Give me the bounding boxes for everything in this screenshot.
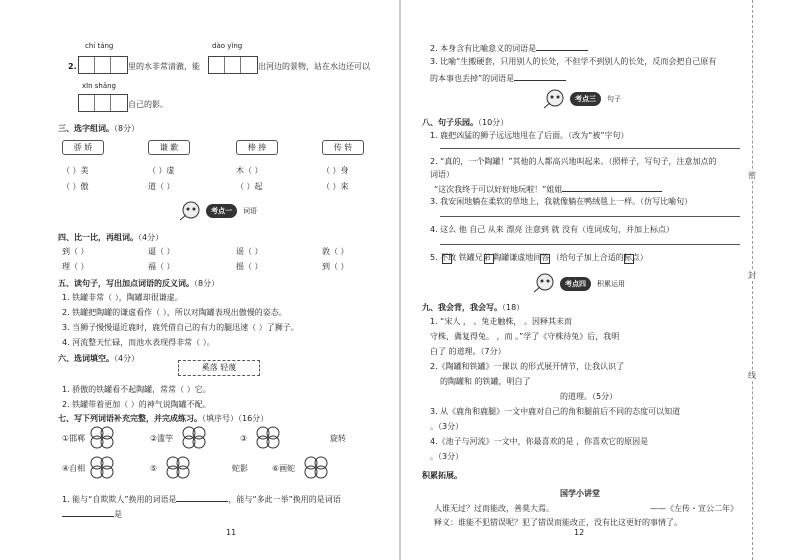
sec5-item-3[interactable]: 3. 当狮子慢慢逼近鹿时，鹿凭借自己的有力的腿迅速（ ）了狮子。 bbox=[62, 323, 299, 332]
sec7-question-1: 1. 能与“自欺欺人”换用的词语是 ，能与“多此一举”换用的是词语 bbox=[62, 495, 341, 504]
pinyin-daoying: dào yǐng bbox=[212, 42, 243, 50]
sec6-item-1[interactable]: 1. 骄傲的铁罐看不起陶罐，常常（ ）它。 bbox=[62, 385, 211, 394]
answer-line[interactable] bbox=[440, 216, 740, 217]
answer-blank[interactable] bbox=[62, 508, 114, 517]
right-item-3: 3. 比喻“生搬硬套，只用别人的长处，不但学不到别人的长处，反而会把自己原有 bbox=[430, 57, 717, 66]
sec9-line-3: 白了 的道理。（7分） bbox=[430, 347, 506, 356]
sec4-r2-3[interactable]: 摇（ ） bbox=[236, 262, 263, 271]
answer-blank[interactable] bbox=[176, 493, 228, 502]
badge-kaodian-3: 考点三 句子 bbox=[570, 92, 621, 106]
answer-blank[interactable] bbox=[562, 183, 662, 192]
sec9-line-2: 守株，冀复得兔。 ，而 。”学了《守株待兔》后，我明 bbox=[430, 332, 620, 341]
pinyin-grid-3[interactable] bbox=[78, 94, 128, 112]
robot-icon bbox=[178, 200, 204, 222]
lecture-title: 国学小讲堂 bbox=[560, 489, 600, 498]
badge-kaodian-4: 考点四 积累运用 bbox=[560, 277, 625, 291]
sec8-item-3: 3. 我安闲地躺在柔软的草地上，我就像躺在鸭绒毯上一样。（仿写比喻句） bbox=[430, 197, 693, 206]
seal-label-1: 密 bbox=[745, 170, 759, 181]
badge-kaodian-1: 考点一 词语 bbox=[206, 204, 257, 218]
pinyin-xinshang: xīn shǎng bbox=[82, 82, 117, 90]
sec3-blank-3[interactable]: 木（ ） bbox=[236, 166, 263, 175]
sec8-example-sentence: “这次我终于可以好好地玩啦！”姐姐 bbox=[434, 183, 662, 195]
sec4-r1-2[interactable]: 逼（ ） bbox=[148, 247, 175, 256]
section8-title: 八、句子乐园。（10分） bbox=[422, 118, 509, 127]
punct-box[interactable] bbox=[442, 254, 452, 264]
punct-box[interactable] bbox=[624, 254, 634, 264]
q2-text-1: 里的水非常清澈，能 bbox=[128, 62, 200, 71]
section6-title: 六、选词填空。（4分） bbox=[58, 354, 140, 363]
pinyin-chitang: chí táng bbox=[85, 42, 114, 50]
sec4-r1-1[interactable]: 到（ ） bbox=[62, 247, 89, 256]
answer-line[interactable] bbox=[440, 244, 740, 245]
idiom-3-suffix: 旋转 bbox=[330, 434, 346, 443]
sec8-item-2-line2: 词语） bbox=[430, 170, 454, 179]
answer-blank[interactable] bbox=[536, 42, 588, 51]
flower-blank-icon[interactable] bbox=[88, 425, 116, 449]
word-choice-box: 奚落 轻蔑 bbox=[178, 360, 260, 376]
q2-number: 2. bbox=[68, 62, 77, 71]
sec9-line-5: 的陶罐和 的铁罐，明白了 bbox=[440, 377, 531, 386]
sec9-line-1: 1. “宋人 ， 。兔走触株， 。因释其未而 bbox=[430, 317, 572, 326]
robot-icon bbox=[542, 88, 568, 110]
sec9-line-6: 的道理。（5分） bbox=[560, 392, 618, 401]
punct-box[interactable] bbox=[484, 254, 494, 264]
seal-label-3: 线 bbox=[745, 370, 759, 381]
sec4-r2-4[interactable]: 到（ ） bbox=[322, 262, 349, 271]
extension-title: 积累拓展。 bbox=[422, 471, 462, 480]
sec3-blank-8[interactable]: （ ）来 bbox=[322, 182, 349, 191]
punct-box[interactable] bbox=[540, 254, 550, 264]
sec4-r1-4[interactable]: 敦（ ） bbox=[322, 247, 349, 256]
flower-blank-icon[interactable] bbox=[302, 455, 330, 479]
section5-title: 五、读句子，写出加点词语的反义词。（8分） bbox=[58, 279, 220, 288]
answer-line[interactable] bbox=[440, 148, 740, 149]
sec6-item-2[interactable]: 2. 铁罐带着更加（ ）的神气说陶罐不配。 bbox=[62, 400, 211, 409]
idiom-3-label: ③ bbox=[240, 434, 248, 443]
sec8-item-4: 4. 这么 他 自己 从来 漂亮 注意到 就 没有（连词成句，并加上标点） bbox=[430, 225, 674, 234]
sec8-item-2: 2. “真的，一个陶罐！”其他的人都高兴地叫起来。（照样子，写句子，注意加点的 bbox=[430, 157, 717, 166]
page-number-right: 12 bbox=[574, 528, 585, 537]
idiom-2-label: ②滥竽 bbox=[150, 434, 174, 443]
section7-title: 七、写下列词语补充完整，并完成练习。（填序号）（16分） bbox=[58, 414, 269, 423]
sec3-blank-1[interactable]: （ ）美 bbox=[62, 166, 89, 175]
flower-blank-icon[interactable] bbox=[180, 425, 208, 449]
right-item-3-line2: 的本事也丢掉”的词语是 bbox=[430, 72, 566, 84]
right-item-2: 2. 本身含有比喻意义的词语是 bbox=[430, 42, 588, 54]
sec9-line-8: 。（3分） bbox=[430, 422, 464, 431]
lecture-source: ——《左传・宣公二年》 bbox=[650, 504, 738, 513]
sec5-item-2[interactable]: 2. 铁罐把陶罐的谦虚看作（ ），所以对陶罐表现出傲慢的姿态。 bbox=[62, 308, 287, 317]
sec4-r1-3[interactable]: 谣（ ） bbox=[236, 247, 263, 256]
section4-title: 四、比一比，再组词。（4分） bbox=[58, 233, 164, 242]
sec8-item-1: 1. 鹿把凶猛的狮子远远地甩在了后面。（改为“被”字句） bbox=[430, 131, 629, 140]
lecture-quote: 人谁无过？过而能改，善莫大焉。 bbox=[434, 504, 554, 513]
sec9-line-7: 3. 从《鹿角和鹿腿》一文中鹿对自己的角和腿前后不同的态度可以知道 bbox=[430, 407, 681, 416]
pinyin-grid-2[interactable] bbox=[208, 56, 258, 74]
sec3-blank-4[interactable]: （ ）身 bbox=[322, 166, 349, 175]
sec7-question-1-line2: 是 bbox=[62, 508, 122, 520]
idiom-6-label: ⑥画蛇 bbox=[272, 464, 296, 473]
sec9-line-9: 4.《池子与河流》一文中，你最喜欢的是 ，你喜欢它的原因是 bbox=[430, 437, 649, 446]
char-pair-1: 骄 娇 bbox=[62, 140, 104, 155]
q2-text-2: 出河边的景物，站在水边还可以 bbox=[258, 62, 370, 71]
idiom-5-suffix: 蛇影 bbox=[232, 464, 248, 473]
right-page bbox=[400, 0, 800, 560]
sec9-line-10: 。（3分） bbox=[430, 452, 464, 461]
q2-text-3: 自己的影。 bbox=[128, 100, 168, 109]
sec8-item-5: 5. 不敢 铁罐兄弟 陶罐谦虚地回答 （给句子加上合适的标点） bbox=[430, 253, 648, 262]
idiom-4-label: ④自相 bbox=[62, 464, 86, 473]
char-pair-2: 谦 歉 bbox=[148, 140, 190, 155]
sec3-blank-5[interactable]: （ ）傲 bbox=[62, 182, 89, 191]
sec9-line-4: 2.《陶罐和铁罐》一课以 的形式展开情节，让我认识了 bbox=[430, 362, 625, 371]
flower-blank-icon[interactable] bbox=[254, 425, 282, 449]
sec5-item-4[interactable]: 4. 河流整天忙碌，而池水表现得非常（ ）。 bbox=[62, 338, 215, 347]
sec5-item-1[interactable]: 1. 铁罐非常（ ），陶罐却很谦虚。 bbox=[62, 293, 183, 302]
sec4-r2-1[interactable]: 理（ ） bbox=[62, 262, 89, 271]
idiom-5-label: ⑤ bbox=[150, 464, 158, 473]
sec3-blank-6[interactable]: 道（ ） bbox=[148, 182, 175, 191]
answer-blank[interactable] bbox=[514, 72, 566, 81]
lecture-explanation: 释义：谁能不犯错误呢？犯了错误而能改正，没有比这更好的事情了。 bbox=[434, 518, 682, 527]
flower-blank-icon[interactable] bbox=[164, 455, 192, 479]
robot-icon bbox=[532, 272, 558, 294]
page-number-left: 11 bbox=[226, 528, 237, 537]
section9-title: 九、我会背，我会写。（18） bbox=[422, 303, 525, 312]
idiom-1-label: ①邯郸 bbox=[62, 434, 86, 443]
char-pair-3: 棒 捧 bbox=[236, 140, 278, 155]
sec3-blank-7[interactable]: （ ）起 bbox=[236, 182, 263, 191]
flower-blank-icon[interactable] bbox=[88, 455, 116, 479]
pinyin-grid-1[interactable] bbox=[78, 56, 128, 74]
sec4-r2-2[interactable]: 福（ ） bbox=[148, 262, 175, 271]
section3-title: 三、选字组词。（8分） bbox=[58, 124, 140, 133]
sec3-blank-2[interactable]: （ ）虚 bbox=[148, 166, 175, 175]
char-pair-4: 传 转 bbox=[322, 140, 364, 155]
seal-label-2: 封 bbox=[745, 270, 759, 281]
